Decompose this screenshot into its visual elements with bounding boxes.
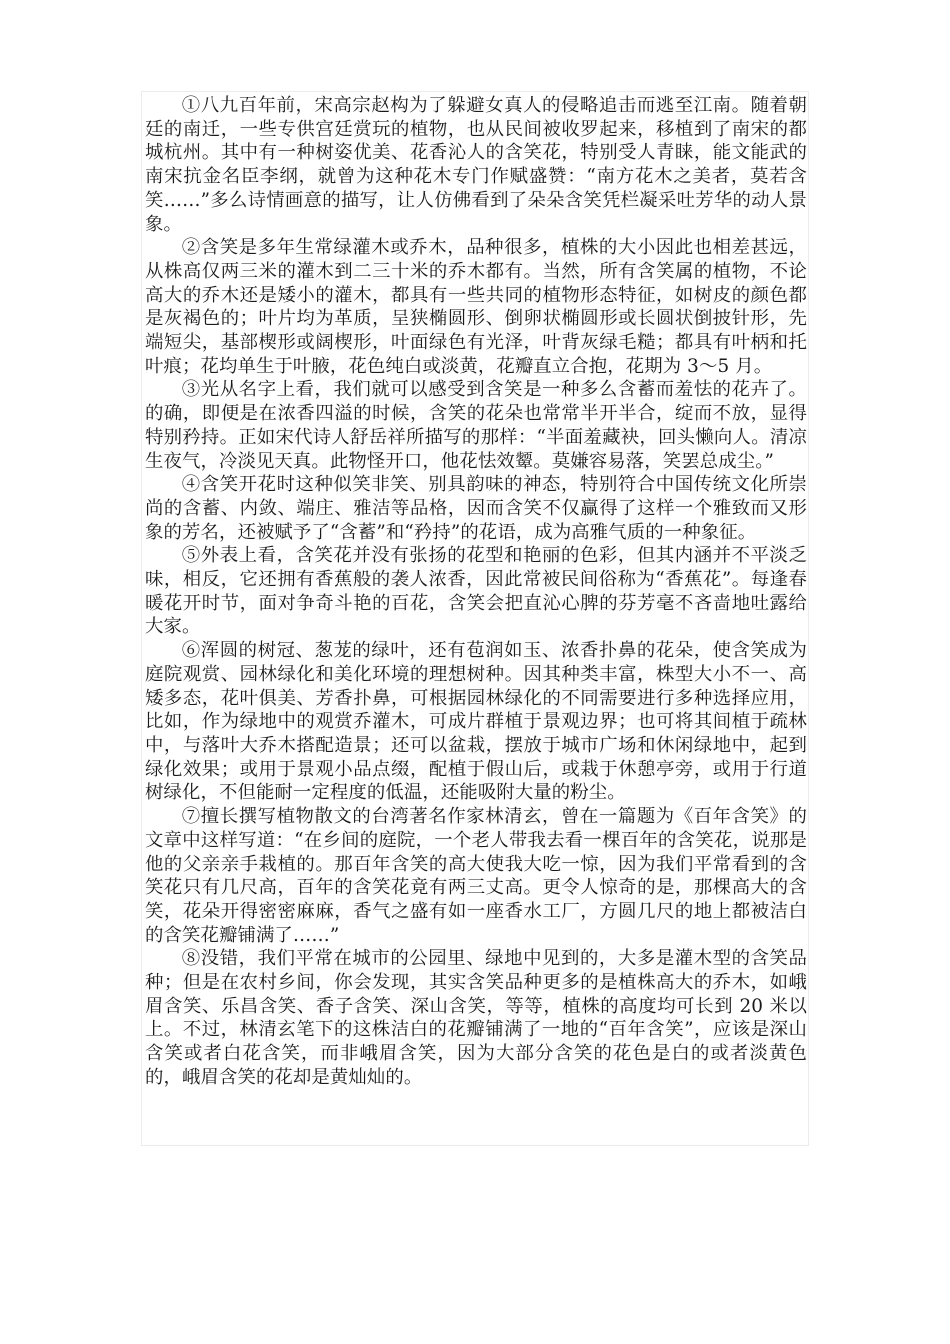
paragraph-3: ③光从名字上看，我们就可以感受到含笑是一种多么含蓄而羞怯的花卉了。的确，即便是在浓香四溢的时候，含笑的花朵也常常半开半合，绽而不放，显得特别矜持。正如宋代诗人舒岳祥所描写的那样：“半面羞藏袂，回头懒向人。清凉生夜气，冷淡见天真。此物怪开口，他花怯效颦。莫嫌容易落，笑罢总成尘。” bbox=[145, 379, 807, 472]
paragraph-2: ②含笑是多年生常绿灌木或乔木，品种很多，植株的大小因此也相差甚远，从株高仅两三米的灌木到二三十米的乔木都有。当然，所有含笑属的植物，不论高大的乔木还是矮小的灌木，都具有一些共同的植物形态特征，如树皮的颜色都是灰褐色的；叶片均为革质，呈狭椭圆形、倒卵状椭圆形或长圆状倒披针形，先端短尖，基部楔形或阔楔形，叶面绿色有光泽，叶背灰绿毛糙；都具有叶柄和托叶痕；花均单生于叶腋，花色纯白或淡黄，花瓣直立合抱，花期为 3～5 月。 bbox=[145, 237, 807, 377]
paragraph-4: ④含笑开花时这种似笑非笑、别具韵味的神态，特别符合中国传统文化所崇尚的含蓄、内敛、端庄、雅洁等品格，因而含笑不仅赢得了这样一个雅致而又形象的芳名，还被赋予了“含蓄”和“矜持”的花语，成为高雅气质的一种象征。 bbox=[145, 474, 807, 543]
paragraph-6: ⑥浑圆的树冠、葱茏的绿叶，还有苞润如玉、浓香扑鼻的花朵，使含笑成为庭院观赏、园林绿化和美化环境的理想树种。因其种类丰富，株型大小不一、高矮多态，花叶俱美、芳香扑鼻，可根据园林绿化的不同需要进行多种选择应用，比如，作为绿地中的观赏乔灌木，可成片群植于景观边界；也可将其间植于疏林中，与落叶大乔木搭配造景；还可以盆栽，摆放于城市广场和休闲绿地中，起到绿化效果；或用于景观小品点缀，配植于假山后，或栽于休憩亭旁，或用于行道树绿化，不但能耐一定程度的低温，还能吸附大量的粉尘。 bbox=[145, 640, 807, 804]
paragraph-8: ⑧没错，我们平常在城市的公园里、绿地中见到的，大多是灌木型的含笑品种；但是在农村乡间，你会发现，其实含笑品种更多的是植株高大的乔木，如峨眉含笑、乐昌含笑、香子含笑、深山含笑，等等，植株的高度均可长到 20 米以上。不过，林清玄笔下的这株洁白的花瓣铺满了一地的“百年含笑”，应该是深山含笑或者白花含笑，而非峨眉含笑，因为大部分含笑的花色是白的或者淡黄色的，峨眉含笑的花却是黄灿灿的。 bbox=[145, 948, 807, 1088]
article-body bbox=[145, 94, 807, 1090]
paragraph-1: ①八九百年前，宋高宗赵构为了躲避女真人的侵略追击而逃至江南。随着朝廷的南迁，一些专供宫廷赏玩的植物，也从民间被收罗起来，移植到了南宋的都城杭州。其中有一种树姿优美、花香沁人的含笑花，特别受人青睐，能文能武的南宋抗金名臣李纲，就曾为这种花木专门作赋盛赞：“南方花木之美者，莫若含笑……”多么诗情画意的描写，让人仿佛看到了朵朵含笑凭栏凝采吐芳华的动人景象。 bbox=[145, 95, 807, 235]
paragraph-7: ⑦擅长撰写植物散文的台湾著名作家林清玄，曾在一篇题为《百年含笑》的文章中这样写道：“在乡间的庭院，一个老人带我去看一棵百年的含笑花，说那是他的父亲亲手栽植的。那百年含笑的高大使我大吃一惊，因为我们平常看到的含笑花只有几尺高，百年的含笑花竟有两三丈高。更令人惊奇的是，那棵高大的含笑，花朵开得密密麻麻，香气之盛有如一座香水工厂，方圆几尺的地上都被洁白的含笑花瓣铺满了……” bbox=[145, 806, 807, 946]
paragraph-5: ⑤外表上看，含笑花并没有张扬的花型和艳丽的色彩，但其内涵并不平淡乏味，相反，它还拥有香蕉般的袭人浓香，因此常被民间俗称为“香蕉花”。每逢春暖花开时节，面对争奇斗艳的百花，含笑会把直沁心脾的芬芳毫不吝啬地吐露给大家。 bbox=[145, 545, 807, 638]
